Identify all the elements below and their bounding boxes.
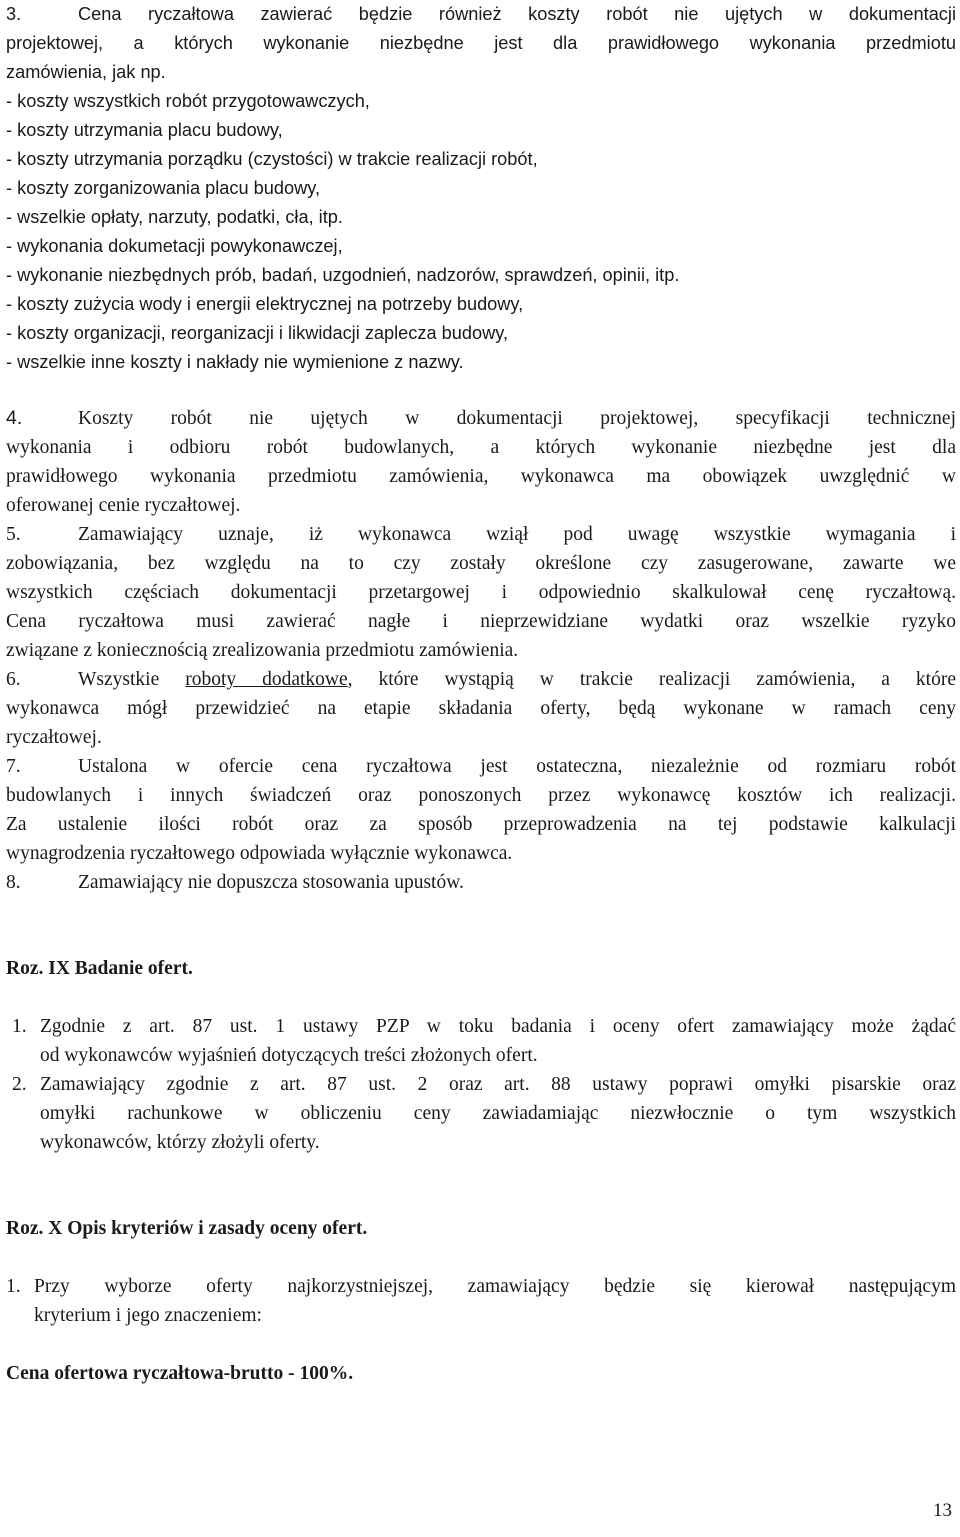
p7-line-1: 7. Ustalona w ofercie cena ryczałtowa jest ostateczna, niezależnie od rozmiaru robót — [6, 752, 956, 781]
p3-line-1: 3. Cena ryczałtowa zawierać będzie również koszty robót nie ujętych w dokumentacji — [6, 0, 956, 29]
p5-line-2: zobowiązania, bez względu na to czy zostały określone czy zasugerowane, zawarte we — [6, 553, 956, 574]
p4-line-4: oferowanej cenie ryczałtowej. — [6, 495, 241, 516]
p4-line-3: prawidłowego wykonania przedmiotu zamówienia, wykonawca ma obowiązek uwzględnić w — [6, 466, 956, 487]
p6-line-3: ryczałtowej. — [6, 727, 102, 748]
p3-line-2: projektowej, a których wykonanie niezbędne jest dla prawidłowego wykonania przedmiotu — [6, 33, 956, 53]
section-ix-heading: Roz. IX Badanie ofert. — [6, 958, 193, 979]
p3-item-9: - koszty organizacji, reorganizacji i likwidacji zaplecza budowy, — [6, 323, 509, 343]
p3-line-3: zamówienia, jak np. — [6, 62, 166, 82]
p5-line-3: wszystkich częściach dokumentacji przetargowej i odpowiednio skalkulował cenę ryczałtową. — [6, 582, 956, 603]
p3-item-4: - koszty zorganizowania placu budowy, — [6, 178, 321, 198]
sec10-item-1-line-2: kryterium i jego znaczeniem: — [34, 1305, 262, 1326]
criterion-statement: Cena ofertowa ryczałtowa-brutto - 100%. — [6, 1363, 354, 1384]
p3-item-5: - wszelkie opłaty, narzuty, podatki, cła, itp. — [6, 207, 343, 227]
sec9-item-1-number: 1. — [12, 1016, 27, 1037]
p7-number: 7. — [6, 756, 21, 777]
sec9-item-2-number: 2. — [12, 1074, 27, 1095]
p3-item-6: - wykonania dokumetacji powykonawczej, — [6, 236, 343, 256]
page-number: 13 — [933, 1500, 952, 1521]
section-x-heading: Roz. X Opis kryteriów i zasady oceny ofert. — [6, 1218, 368, 1239]
p3-item-7: - wykonanie niezbędnych prób, badań, uzgodnień, nadzorów, sprawdzeń, opinii, itp. — [6, 265, 680, 285]
p7-line-4: wynagrodzenia ryczałtowego odpowiada wyłącznie wykonawca. — [6, 843, 513, 864]
roboty-dodatkowe-underlined: roboty dodatkowe — [185, 669, 348, 690]
sec10-item-1-number: 1. — [6, 1276, 21, 1297]
p6-number: 6. — [6, 669, 21, 690]
sec9-item-1-line-2: od wykonawców wyjaśnień dotyczących treści złożonych ofert. — [40, 1045, 538, 1066]
p5-line-5: związane z koniecznością zrealizowania przedmiotu zamówienia. — [6, 640, 519, 661]
p5-line-1: 5. Zamawiający uznaje, iż wykonawca wziął pod uwagę wszystkie wymagania i — [6, 520, 956, 549]
p4-line-1: 4. Koszty robót nie ujętych w dokumentacji projektowej, specyfikacji technicznej — [6, 404, 956, 433]
p8-line-1: 8. Zamawiający nie dopuszcza stosowania upustów. — [6, 868, 464, 897]
p3-item-1: - koszty wszystkich robót przygotowawczych, — [6, 91, 370, 111]
p8-number: 8. — [6, 872, 21, 893]
p7-line-2: budowlanych i innych świadczeń oraz ponoszonych przez wykonawcę kosztów ich realizacji. — [6, 785, 956, 806]
p3-item-3: - koszty utrzymania porządku (czystości) w trakcie realizacji robót, — [6, 149, 538, 169]
p3-number: 3. — [6, 4, 22, 24]
p3-item-2: - koszty utrzymania placu budowy, — [6, 120, 283, 140]
p6-line-2: wykonawca mógł przewidzieć na etapie składania oferty, będą wykonane w ramach ceny — [6, 698, 956, 719]
p3-item-8: - koszty zużycia wody i energii elektrycznej na potrzeby budowy, — [6, 294, 524, 314]
p3-item-10: - wszelkie inne koszty i nakłady nie wymienione z nazwy. — [6, 352, 464, 372]
p4-number: 4. — [6, 407, 23, 429]
p5-line-4: Cena ryczałtowa musi zawierać nagłe i nieprzewidziane wydatki oraz wszelkie ryzyko — [6, 611, 956, 632]
p5-number: 5. — [6, 524, 21, 545]
p4-line-2: wykonania i odbioru robót budowlanych, a których wykonanie niezbędne jest dla — [6, 437, 956, 458]
p7-line-3: Za ustalenie ilości robót oraz za sposób przeprowadzenia na tej podstawie kalkulacji — [6, 814, 956, 835]
sec9-item-2-line-3: wykonawców, którzy złożyli oferty. — [40, 1132, 320, 1153]
p6-line-1: 6. Wszystkie roboty dodatkowe, które wystąpią w trakcie realizacji zamówienia, a które — [6, 665, 956, 694]
